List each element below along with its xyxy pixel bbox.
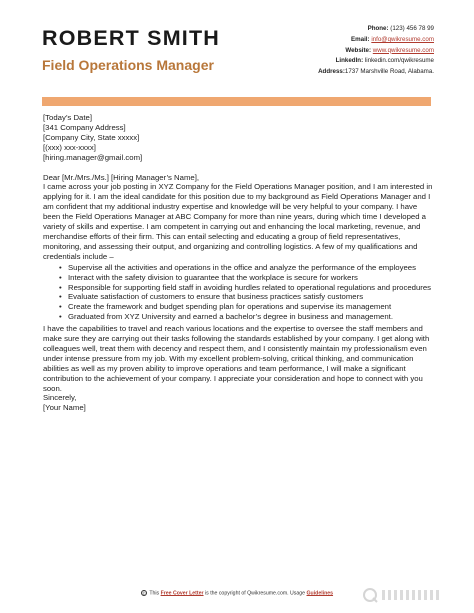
list-item (43, 263, 435, 273)
contact-block (234, 24, 434, 78)
qwikresume-logo-icon (362, 585, 452, 605)
list-item-text: Interact with the safety division to guarantee that the workplace is secure for workers (68, 272, 358, 282)
free-cover-letter-link[interactable]: Free Cover Letter (160, 590, 204, 597)
list-item (43, 273, 435, 283)
list-item (43, 283, 435, 293)
address-label: Address: (318, 68, 345, 76)
contact-email (234, 35, 434, 46)
contact-phone (234, 24, 434, 35)
list-item (43, 312, 435, 322)
recipient-address: [341 Company Address] (43, 122, 126, 132)
website-label: Website: (345, 46, 372, 54)
recipient-city: [Company City, State xxxxx] (43, 132, 140, 142)
address-value: 1737 Marshville Road, Alabama. (344, 68, 434, 76)
qualifications-list (43, 263, 435, 322)
recipient-email: [hiring.manager@gmail.com] (43, 152, 143, 162)
email-label: Email: (351, 35, 370, 43)
footer-middle: is the copyright of Qwikresume.com. Usage (205, 590, 306, 597)
bullet-icon: • (59, 292, 62, 302)
applicant-role: Field Operations Manager (42, 57, 214, 73)
applicant-name: ROBERT SMITH (42, 26, 221, 50)
list-item-text: Create the framework and budget spending plan for operations and supervise its management (68, 302, 392, 312)
list-item-text: Supervise all the activities and operations in the office and analyze the performance of the employees (68, 262, 416, 272)
bullet-icon: • (59, 272, 62, 282)
linkedin-value: linkedin.com/qwikresume (364, 57, 434, 65)
copyright-icon: © (142, 591, 146, 596)
signature: [Your Name] (43, 403, 86, 413)
bullet-icon: • (59, 302, 62, 312)
list-item (43, 292, 435, 302)
recipient-block (43, 123, 435, 163)
closing: Sincerely, (43, 393, 77, 403)
list-item-text: Responsible for supporting field staff in avoiding hurdles related to operational regulations and procedures (68, 282, 432, 292)
contact-linkedin (234, 56, 434, 67)
list-item-text: Evaluate satisfaction of customers to ensure that business practices satisfy customers (68, 292, 364, 302)
phone-label: Phone: (367, 25, 389, 32)
paragraph-closing: I have the capabilities to travel and reach various locations and the expertise to oversee the staff members and make sure they are carrying out their tasks following the standards established by your company. I get along with colleagues well, treat them with decency and respect them, and I consistently maintain my professionalism even under intense pressure from my job. With my excellent problem-solving, critical thinking, and communication abilities as well as my proven ability to improve operations and team performance, I will make a significant contribution to the achievement of your company. I appreciate your consideration and hope to connect with you soon. (43, 324, 430, 393)
salutation: Dear [Mr./Mrs./Ms.] [Hiring Manager’s Name], (43, 172, 200, 182)
letter-date: [Today’s Date] (43, 113, 92, 122)
website-link[interactable]: www.qwikresume.com (372, 46, 434, 54)
guidelines-link[interactable]: Guidelines (306, 590, 334, 597)
phone-value: (123) 456 78 99 (390, 25, 434, 32)
bullet-icon: • (59, 312, 62, 322)
bullet-icon: • (59, 262, 62, 272)
header-divider (42, 97, 431, 106)
contact-website (234, 46, 434, 57)
paragraph-intro: I came across your job posting in XYZ Company for the Field Operations Manager position, and I am interested in applying for it. I am the ideal candidate for this position due to my background as Field Operations Manager and I am confident that my additional industry expertise and knowledge will be very helpful to your company. I have been the Field Operations Manager at ABC Company for more than nine years, during which time I developed a variety of skills and expertise. I am competent in carrying out and enhancing the local marketing, revenue, and merchandise efforts of their firm. This can entail selecting and educating a group of field representatives, monitoring, and assessing their output, and organizing and controlling logistics. A few of my qualifications and credentials include – (43, 182, 433, 261)
recipient-phone: [(xxx) xxx-xxxx] (43, 142, 96, 152)
linkedin-label: LinkedIn: (335, 57, 364, 65)
list-item (43, 302, 435, 312)
list-item-text: Graduated from XYZ University and earned a bachelor’s degree in business and management. (68, 312, 393, 322)
email-link[interactable]: info@qwikresume.com (371, 35, 434, 43)
letter-body (43, 113, 435, 413)
contact-address (234, 67, 434, 78)
bullet-icon: • (59, 282, 62, 292)
footer-prefix: This (149, 590, 160, 597)
